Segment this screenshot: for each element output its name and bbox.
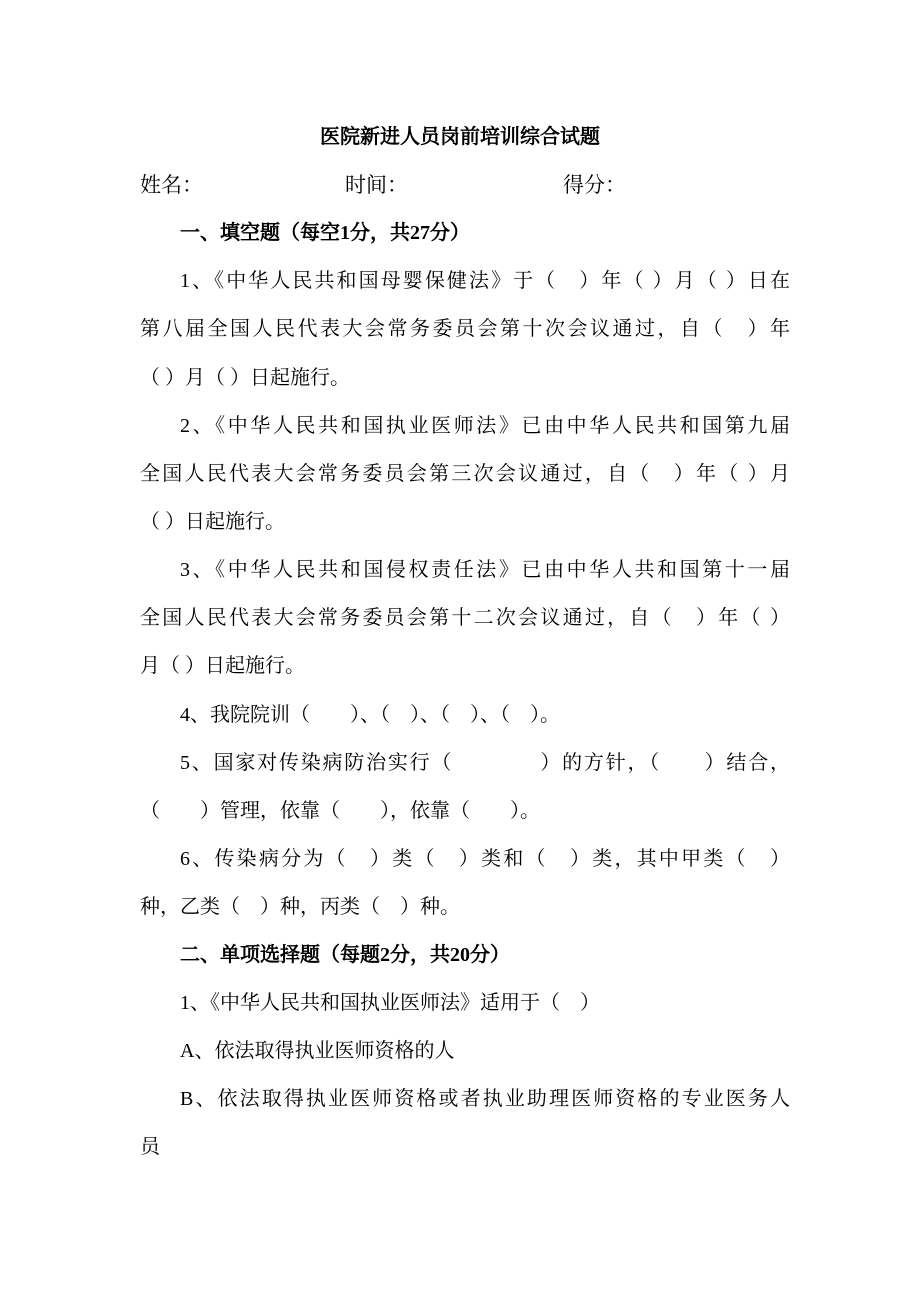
time-field-label: 时间： (345, 173, 408, 197)
section1-heading: 一、填空题（每空1分，共27分） (180, 222, 470, 244)
question-6-line: 6、传染病分为（ ）类（ ）类和（ ）类，其中甲类（ ） (180, 848, 790, 870)
question-2-line: （ ）日起施行。 (140, 511, 285, 533)
question-3-line: 全国人民代表大会常务委员会第十二次会议通过，自（ ）年（ ） (140, 607, 790, 629)
option-b-line: 员 (140, 1136, 160, 1158)
section2-heading: 二、单项选择题（每题2分，共20分） (180, 944, 510, 966)
question-1-line: （ ）月（ ）日起施行。 (140, 367, 350, 389)
option-b-line: B、依法取得执业医师资格或者执业助理医师资格的专业医务人 (180, 1088, 790, 1110)
option-a: A、依法取得执业医师资格的人 (180, 1040, 455, 1062)
name-field-label: 姓名： (140, 173, 203, 197)
question-4-line: 4、我院院训（ ）、（ ）、（ ）、（ ）。 (180, 704, 560, 726)
choice-question-1: 1、《中华人民共和国执业医师法》适用于（ ） (180, 992, 600, 1014)
question-6-line: 种，乙类（ ）种，丙类（ ）种。 (140, 896, 460, 918)
question-2-line: 2、《中华人民共和国执业医师法》已由中华人民共和国第九届 (180, 415, 790, 437)
question-3-line: 月（ ）日起施行。 (140, 655, 305, 677)
score-field-label: 得分： (563, 173, 626, 197)
question-5-line: 5、国家对传染病防治实行（ ）的方针，（ ）结合， (180, 752, 790, 774)
question-3-line: 3、《中华人民共和国侵权责任法》已由中华人共和国第十一届 (180, 559, 790, 581)
question-1-line: 第八届全国人民代表大会常务委员会第十次会议通过，自（ ）年 (140, 318, 790, 340)
question-2-line: 全国人民代表大会常务委员会第三次会议通过，自（ ）年（ ）月 (140, 463, 790, 485)
question-1-line: 1、《中华人民共和国母婴保健法》于（ ）年（ ）月（ ）日在 (180, 270, 790, 292)
question-5-line: （ ）管理，依靠（ ），依靠（ ）。 (140, 800, 540, 822)
exam-title: 医院新进人员岗前培训综合试题 (320, 126, 600, 148)
